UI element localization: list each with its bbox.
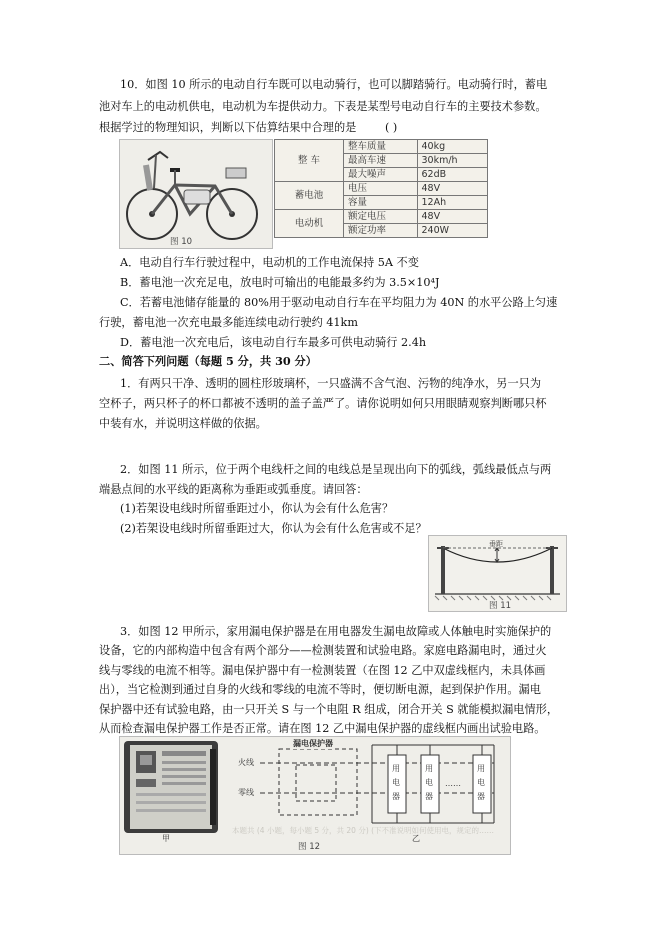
q2-line-1: 2．如图 11 所示，位于两个电线杆之间的电线总是呈现出向下的弧线，弧线最低点与两 [120, 463, 552, 476]
fig12-caption: 图 12 [298, 842, 321, 852]
q10-line-3: 根据学过的物理知识，判断以下估算结果中合理的是 [99, 121, 357, 134]
table-cell-label: 额定电压 [344, 210, 418, 224]
q10-option-c-line-1: C．若蓄电池储存能量的 80%用于驱动电动自行车在平均阻力为 40N 的水平公路上匀速 [120, 296, 558, 309]
q2-line-3: (1)若架设电线时所留垂距过小，你认为会有什么危害？ [120, 502, 394, 515]
leakage-protector-figure [119, 736, 511, 855]
table-row [275, 140, 488, 154]
label-yi: 乙 [412, 834, 420, 843]
table-cell-value: 62dB [417, 168, 488, 182]
q10-option-a: A．电动自行车行驶过程中，电动机的工作电流保持 5A 不变 [120, 256, 419, 269]
electric-bicycle-illustration [120, 140, 272, 248]
q3-line-5: 保护器中还有试验电路，由一只开关 S 与一个电阻 R 组成，闭合开关 S 就能模拟漏电情形， [99, 703, 559, 716]
q1-line-1: 1．有两只干净、透明的圆柱形玻璃杯，一只盛满不含气泡、污物的纯净水，另一只为 [120, 377, 542, 390]
q10-line-2: 池对车上的电动机供电，电动机为车提供动力。下表是某型号电动自行车的主要技术参数。 [99, 100, 547, 113]
bicycle-figure [119, 139, 273, 249]
table-row [275, 182, 488, 196]
spec-table [274, 139, 488, 238]
circuit-diagram [232, 737, 508, 837]
q1-line-2: 空杯子，两只杯子的杯口都被不透明的盖子盖严了。请你说明如何只用眼睛观察判断哪只杯 [99, 397, 547, 410]
table-cell-label: 最大噪声 [344, 168, 418, 182]
table-cell-value: 48V [417, 182, 488, 196]
appliance-label-3: 用电器 [477, 764, 485, 801]
q3-line-3: 线与零线的电流不相等。漏电保护器中有一检测装置（在图 12 乙中双虚线框内，未具体画 [99, 664, 546, 677]
live-wire-label: 火线 [238, 758, 254, 767]
table-row [275, 210, 488, 224]
q2-line-2: 端悬点间的水平线的距离称为垂距或弧垂度。请回答： [99, 483, 368, 496]
protector-photo [122, 739, 220, 835]
appliance-label-1: 用电器 [392, 764, 400, 801]
fig10-caption: 图 10 [170, 237, 193, 247]
table-cell-label: 容量 [344, 196, 418, 210]
neutral-wire-label: 零线 [238, 788, 254, 797]
sag-label: 垂距 [489, 540, 503, 548]
q3-line-6: 从而检查漏电保护器工作是否正常。请在图 12 乙中漏电保护器的虚线框内画出试验电路。 [99, 722, 546, 735]
table-cell-label: 额定功率 [344, 224, 418, 238]
table-cell-value: 40kg [417, 140, 488, 154]
power-line-figure [428, 535, 567, 612]
table-cell-label: 整车质量 [344, 140, 418, 154]
q10-option-b: B．蓄电池一次充足电，放电时可输出的电能最多约为 3.5×10⁴J [120, 276, 440, 289]
q10-line-1: 10．如图 10 所示的电动自行车既可以电动骑行，也可以脚踏骑行。电动骑行时，蓄电 [120, 78, 548, 91]
ellipsis-dots: …… [445, 779, 461, 788]
table-cell-value: 12Ah [417, 196, 488, 210]
table-group-battery: 蓄电池 [275, 182, 344, 210]
q10-option-c-line-2: 行驶，蓄电池一次充电最多能连续电动行驶约 41km [99, 316, 358, 329]
table-cell-label: 电压 [344, 182, 418, 196]
table-cell-value: 240W [417, 224, 488, 238]
q2-line-4: (2)若架设电线时所留垂距过大，你认为会有什么危害或不足？ [120, 522, 427, 535]
q3-line-4: 出），当它检测到通过自身的火线和零线的电流不等时，便切断电源，起到保护作用。漏电 [99, 683, 541, 696]
q1-line-3: 中装有水，并说明这样做的依据。 [99, 417, 267, 430]
q3-line-2: 设备，它的内部构造中包含有两个部分——检测装置和试验电路。家庭电路漏电时，通过火 [99, 644, 547, 657]
q10-option-d: D．蓄电池一次充电后，该电动自行车最多可供电动骑行 2.4h [120, 336, 427, 349]
q3-line-1: 3．如图 12 甲所示，家用漏电保护器是在用电器发生漏电故障或人体触电时实施保护的 [120, 625, 552, 638]
table-cell-label: 最高车速 [344, 154, 418, 168]
section-2-heading: 二、简答下列问题（每题 5 分，共 30 分） [99, 354, 317, 368]
label-jia: 甲 [162, 834, 170, 843]
fig11-caption: 图 11 [489, 601, 512, 611]
q10-answer-paren: ( ) [385, 121, 398, 134]
table-cell-value: 30km/h [417, 154, 488, 168]
table-group-vehicle: 整 车 [275, 140, 344, 182]
table-group-motor: 电动机 [275, 210, 344, 238]
protector-box-title: 漏电保护器 [293, 739, 333, 748]
appliance-label-2: 用电器 [425, 764, 433, 801]
table-cell-value: 48V [417, 210, 488, 224]
faded-background-text: 本题共 (4 小题，每小题 5 分，共 20 分) (下不准说明如何使用电，规定的…… [232, 826, 494, 835]
